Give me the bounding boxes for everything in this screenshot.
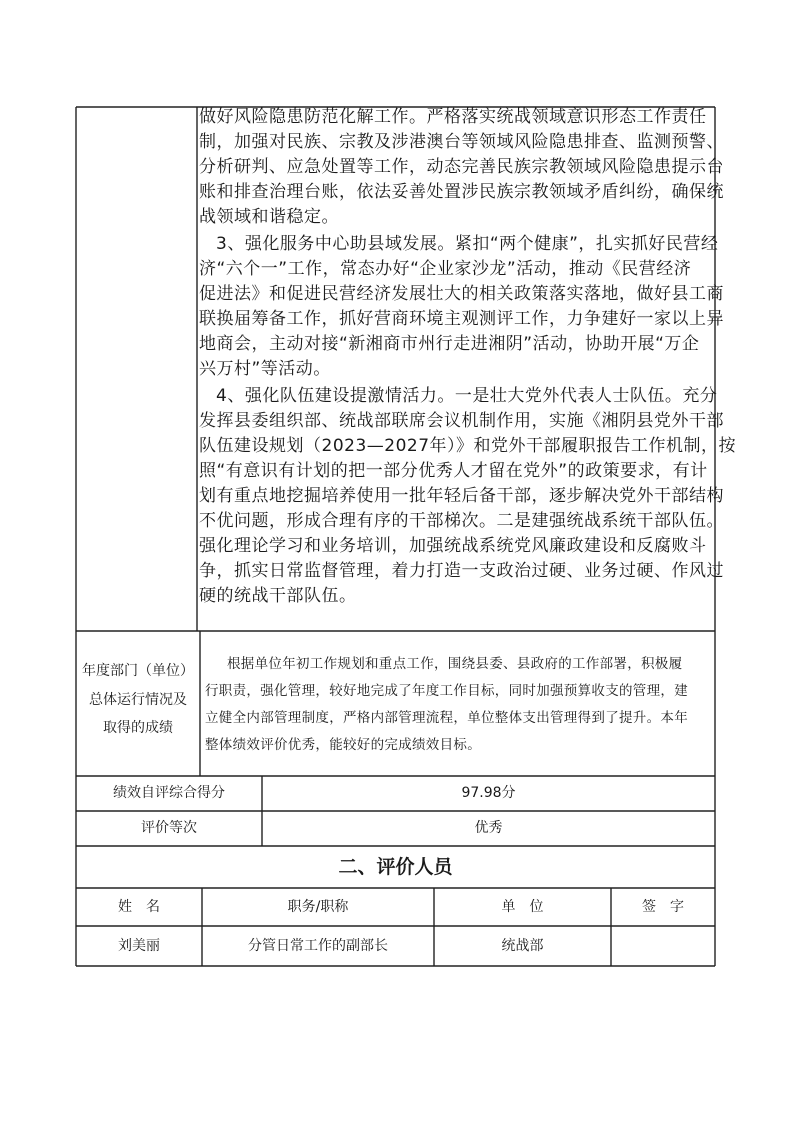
header-signature: 签 字 xyxy=(642,899,684,915)
work-plan-line: 兴万村”等活动。 xyxy=(199,359,331,379)
evaluator-unit: 统战部 xyxy=(501,938,544,954)
work-plan-line: 队伍建设规划（2023—2027年）》和党外干部履职报告工作机制，按 xyxy=(199,436,737,456)
header-position: 职务/职称 xyxy=(287,899,349,915)
work-plan-line: 制，加强对民族、宗教及涉港澳台等领域风险隐患排查、监测预警、 xyxy=(199,132,724,152)
evaluator-position: 分管日常工作的副部长 xyxy=(248,938,388,954)
summary-text-line: 整体绩效评价优秀，能较好的完成绩效目标。 xyxy=(205,737,481,753)
evaluator-name: 刘美丽 xyxy=(118,938,160,954)
work-plan-line: 账和排查治理台账，依法妥善处置涉民族宗教领域矛盾纠纷，确保统 xyxy=(199,182,724,202)
summary-label-line: 取得的成绩 xyxy=(103,720,173,736)
work-plan-line: 促进法》和促进民营经济发展壮大的相关政策落实落地，做好县工商 xyxy=(199,284,724,304)
work-plan-line: 分析研判、应急处置等工作，动态完善民族宗教领域风险隐患提示台 xyxy=(199,157,724,177)
summary-text-line: 行职责，强化管理，较好地完成了年度工作目标，同时加强预算收支的管理，建 xyxy=(205,683,688,699)
work-plan-line: 照“有意识有计划的把一部分优秀人才留在党外”的政策要求，有计 xyxy=(199,461,708,481)
score-value: 97.98分 xyxy=(461,785,516,801)
work-plan-line: 3、强化服务中心助县域发展。紧扣“两个健康”，扎实抓好民营经 xyxy=(216,234,719,254)
work-plan-line: 4、强化队伍建设提激情活力。一是壮大党外代表人士队伍。充分 xyxy=(216,386,718,406)
score-label: 绩效自评综合得分 xyxy=(113,785,225,801)
work-plan-line: 发挥县委组织部、统战部联席会议机制作用，实施《湘阴县党外干部 xyxy=(199,411,724,431)
summary-label-line: 总体运行情况及 xyxy=(89,692,187,708)
header-unit: 单 位 xyxy=(501,899,544,915)
work-plan-line: 不优问题，形成合理有序的干部梯次。二是建强统战系统干部队伍。 xyxy=(199,511,724,531)
work-plan-line: 强化理论学习和业务培训，加强统战系统党风廉政建设和反腐败斗 xyxy=(199,536,707,556)
grade-value: 优秀 xyxy=(474,820,503,836)
grade-label: 评价等次 xyxy=(141,820,197,836)
summary-label-line: 年度部门（单位） xyxy=(82,663,194,679)
summary-text-line: 根据单位年初工作规划和重点工作，围绕县委、县政府的工作部署，积极履 xyxy=(227,656,683,672)
summary-text-line: 立健全内部管理制度，严格内部管理流程，单位整体支出管理得到了提升。本年 xyxy=(205,710,688,726)
work-plan-line: 划有重点地挖掘培养使用一批年轻后备干部，逐步解决党外干部结构 xyxy=(199,486,724,506)
work-plan-line: 争，抓实日常监督管理，着力打造一支政治过硬、业务过硬、作风过 xyxy=(199,561,724,581)
work-plan-line: 济“六个一”工作，常态办好“企业家沙龙”活动，推动《民营经济 xyxy=(199,259,692,279)
header-name: 姓 名 xyxy=(118,899,160,915)
work-plan-line: 做好风险隐患防范化解工作。严格落实统战领域意识形态工作责任 xyxy=(199,107,707,127)
section-title: 二、评价人员 xyxy=(338,856,453,878)
work-plan-line: 硬的统战干部队伍。 xyxy=(199,586,357,606)
work-plan-line: 战领域和谐稳定。 xyxy=(199,207,339,227)
work-plan-line: 联换届筹备工作，抓好营商环境主观测评工作，力争建好一家以上异 xyxy=(199,309,724,329)
work-plan-line: 地商会，主动对接“新湘商市州行走进湘阴”活动，协助开展“万企 xyxy=(199,334,700,354)
